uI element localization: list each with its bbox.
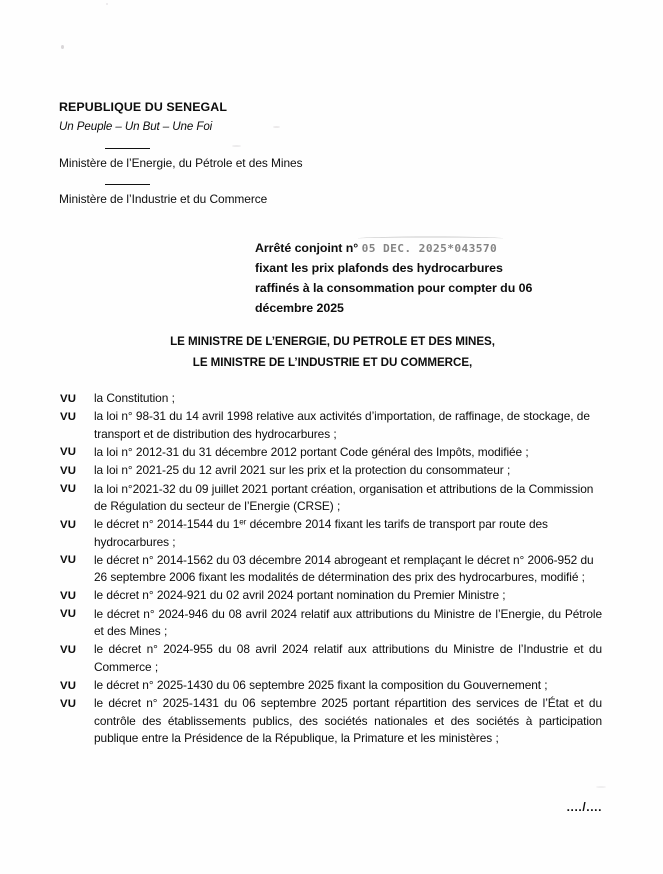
vu-clause-text: la loi n°2021-32 du 09 juillet 2021 portant création, organisation et attributions de la Commission de Régulation du secteur de l’Energie (CRSE) ; xyxy=(94,481,594,513)
vu-label: VU xyxy=(60,697,77,710)
vu-clause-row xyxy=(60,677,602,694)
vu-label: VU xyxy=(60,410,77,423)
vu-clause-text: la loi n° 2012-31 du 31 décembre 2012 portant Code général des Impôts, modifiée ; xyxy=(94,444,529,459)
vu-clause-row xyxy=(60,408,602,443)
vu-clause-row xyxy=(60,552,602,587)
vu-clause-row xyxy=(60,606,602,641)
vu-label: VU xyxy=(60,589,77,602)
vu-clause-row xyxy=(60,462,602,479)
vu-label: VU xyxy=(60,518,77,531)
minister-headings xyxy=(60,332,605,373)
page-continuation-marker: ..../.... xyxy=(566,800,602,814)
vu-clause-text: le décret n° 2025-1431 du 06 septembre 2025 portant répartition des services de l’État et du contrôle des établissements publics, des sociétés nationales et des sociétés à participation publique entre la Présidence de la République, la Primature et les ministères ; xyxy=(94,696,602,745)
national-motto: Un Peuple – Un But – Une Foi xyxy=(59,119,213,133)
scan-speck xyxy=(596,786,606,788)
vu-clause-text: le décret n° 2025-1430 du 06 septembre 2025 fixant la composition du Gouvernement ; xyxy=(94,678,548,692)
scan-speck xyxy=(61,45,64,49)
vu-label: VU xyxy=(60,464,77,477)
decree-title-line-2: raffinés à la consommation pour compter du 06 xyxy=(255,281,533,296)
horizontal-rule xyxy=(105,148,150,149)
vu-clause-text: le décret n° 2014-1562 du 03 décembre 2014 abrogeant et remplaçant le décret n° 2006-952 du 26 septembre 2006 fixant les modalités de détermination des prix des hydrocarbures, modifié ; xyxy=(94,552,594,585)
vu-clause-row xyxy=(60,390,602,407)
vu-clause-row xyxy=(60,587,602,604)
decree-title-block xyxy=(255,238,600,318)
letterhead xyxy=(59,100,479,207)
vu-clause-list xyxy=(60,390,602,748)
vu-clause-row xyxy=(60,516,602,551)
horizontal-rule xyxy=(105,184,150,185)
vu-label: VU xyxy=(60,446,77,459)
vu-label: VU xyxy=(60,643,77,656)
ministry-energy-label: Ministère de l’Energie, du Pétrole et des Mines xyxy=(59,155,303,170)
vu-clause-row xyxy=(60,641,602,676)
date-stamp: 05 DEC. 2025*043570 xyxy=(362,240,498,257)
ministry-energy xyxy=(59,155,479,171)
vu-clause-row xyxy=(60,481,602,516)
vu-label: VU xyxy=(60,392,77,405)
vu-label: VU xyxy=(60,608,77,621)
vu-clause-text: le décret n° 2024-921 du 02 avril 2024 portant nomination du Premier Ministre ; xyxy=(94,588,506,603)
vu-clause-text: la loi n° 98-31 du 14 avril 1998 relative aux activités d’importation, de raffinage, de stockage, de transport et de distribution des hydrocarbures ; xyxy=(94,409,590,441)
vu-label: VU xyxy=(60,679,77,692)
ministry-industry xyxy=(59,191,479,207)
minister-heading-industry: LE MINISTRE DE L’INDUSTRIE ET DU COMMERCE, xyxy=(192,355,473,369)
decree-title-line-1: fixant les prix plafonds des hydrocarbures xyxy=(255,261,503,276)
scan-speck xyxy=(106,3,108,5)
vu-clause-text: la loi n° 2021-25 du 12 avril 2021 sur les prix et la protection du consommateur ; xyxy=(94,463,511,478)
decree-title-line-3: décembre 2025 xyxy=(255,301,344,316)
vu-clause-row xyxy=(60,444,602,461)
vu-clause-text: le décret n° 2014-1544 du 1er décembre 2014 fixant les tarifs de transport par route des hydrocarbures ; xyxy=(94,517,548,549)
vu-label: VU xyxy=(60,483,77,496)
decree-number-prefix: Arrêté conjoint n° xyxy=(255,241,359,255)
republic-title: REPUBLIQUE DU SENEGAL xyxy=(59,100,228,114)
vu-clause-text: la Constitution ; xyxy=(94,391,175,405)
minister-heading-energy: LE MINISTRE DE L’ENERGIE, DU PETROLE ET DES MINES, xyxy=(170,335,495,348)
vu-label: VU xyxy=(60,554,77,567)
ministry-industry-label: Ministère de l’Industrie et du Commerce xyxy=(59,191,268,206)
vu-clause-row xyxy=(60,695,602,747)
vu-clause-text: le décret n° 2024-955 du 08 avril 2024 relatif aux attributions du Ministre de l’Industrie et du Commerce ; xyxy=(94,642,602,674)
vu-clause-text: le décret n° 2024-946 du 08 avril 2024 relatif aux attributions du Ministre de l’Energie, du Pétrole et des Mines ; xyxy=(94,606,602,639)
